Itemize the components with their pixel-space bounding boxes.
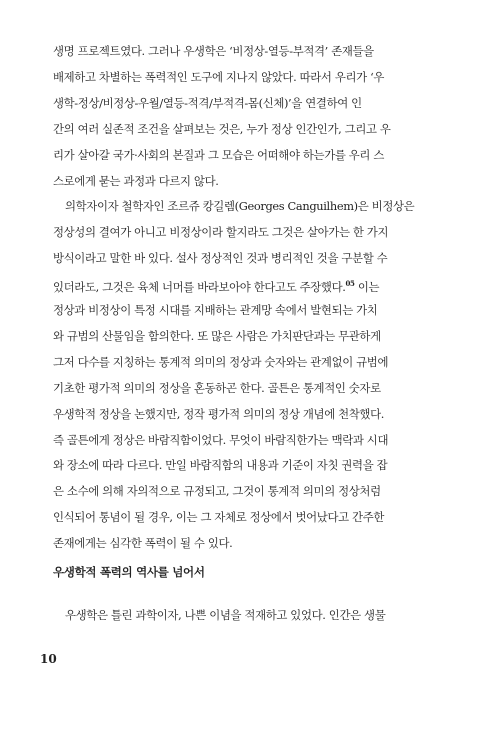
- body-line-trail: 이는: [354, 279, 380, 294]
- body-line: 생학-정상/비정상-우월/열등-적격/부적격-몸(신체)’을 연결하여 인: [53, 96, 362, 110]
- body-line: 방식이라고 말한 바 있다. 설사 정상적인 것과 병리적인 것을 구분할 수: [53, 251, 388, 265]
- footnote-reference: 05: [345, 279, 355, 288]
- body-line: 배제하고 차별하는 폭력적인 도구에 지나지 않았다. 따라서 우리가 ‘우: [53, 70, 385, 84]
- body-line: 리가 살아갈 국가·사회의 본질과 그 모습은 어떠해야 하는가를 우리 스: [53, 148, 385, 162]
- body-line: 존재에게는 심각한 폭력이 될 수 있다.: [53, 536, 233, 550]
- body-line-with-footnote: [53, 276, 433, 295]
- body-line: 우생학은 틀린 과학이자, 나쁜 이념을 적재하고 있었다. 인간은 생물: [65, 608, 386, 622]
- body-line: 와 규범의 산물임을 함의한다. 또 많은 사람은 가치판단과는 무관하게: [53, 329, 381, 343]
- body-line: 우생학적 정상을 논했지만, 정작 평가적 의미의 정상 개념에 천착했다.: [53, 407, 385, 421]
- body-line: 즉 골튼에게 정상은 바람직함이었다. 무엇이 바람직한가는 맥락과 시대: [53, 433, 389, 447]
- body-line-text: 있더라도, 그것은 육체 너머를 바라보아야 한다고도 주장했다.: [53, 279, 346, 294]
- section-heading: 우생학적 폭력의 역사를 넘어서: [53, 565, 205, 579]
- body-line: 간의 여러 실존적 조건을 살펴보는 것은, 누가 정상 인간인가, 그리고 우: [53, 122, 391, 136]
- body-line: 인식되어 통념이 될 경우, 이는 그 자체로 정상에서 벗어났다고 간주한: [53, 510, 385, 524]
- body-line: 정상성의 결여가 아니고 비정상이라 할지라도 그것은 살아가는 한 가지: [53, 225, 389, 239]
- body-line: 와 장소에 따라 다르다. 만일 바람직함의 내용과 기준이 자칫 권력을 잡: [53, 458, 388, 472]
- body-line: 그저 다수를 지칭하는 통계적 의미의 정상과 숫자와는 관계없이 규범에: [53, 355, 389, 369]
- body-line: 스로에게 묻는 과정과 다르지 않다.: [53, 174, 219, 188]
- page-number: 10: [40, 652, 57, 666]
- body-line: 의학자이자 철학자인 조르쥬 캉길렘(Georges Canguilhem)은 비정상은: [65, 199, 415, 213]
- body-line: 정상과 비정상이 특정 시대를 지배하는 관계망 속에서 발현되는 가치: [53, 303, 378, 317]
- body-line: 은 소수에 의해 자의적으로 규정되고, 그것이 통계적 의미의 정상처럼: [53, 484, 381, 498]
- body-line: 기초한 평가적 의미의 정상을 혼동하곤 한다. 골튼은 통계적인 숫자로: [53, 381, 381, 395]
- body-line: 생명 프로젝트였다. 그러나 우생학은 ‘비정상-열등-부적격’ 존재들을: [53, 44, 374, 58]
